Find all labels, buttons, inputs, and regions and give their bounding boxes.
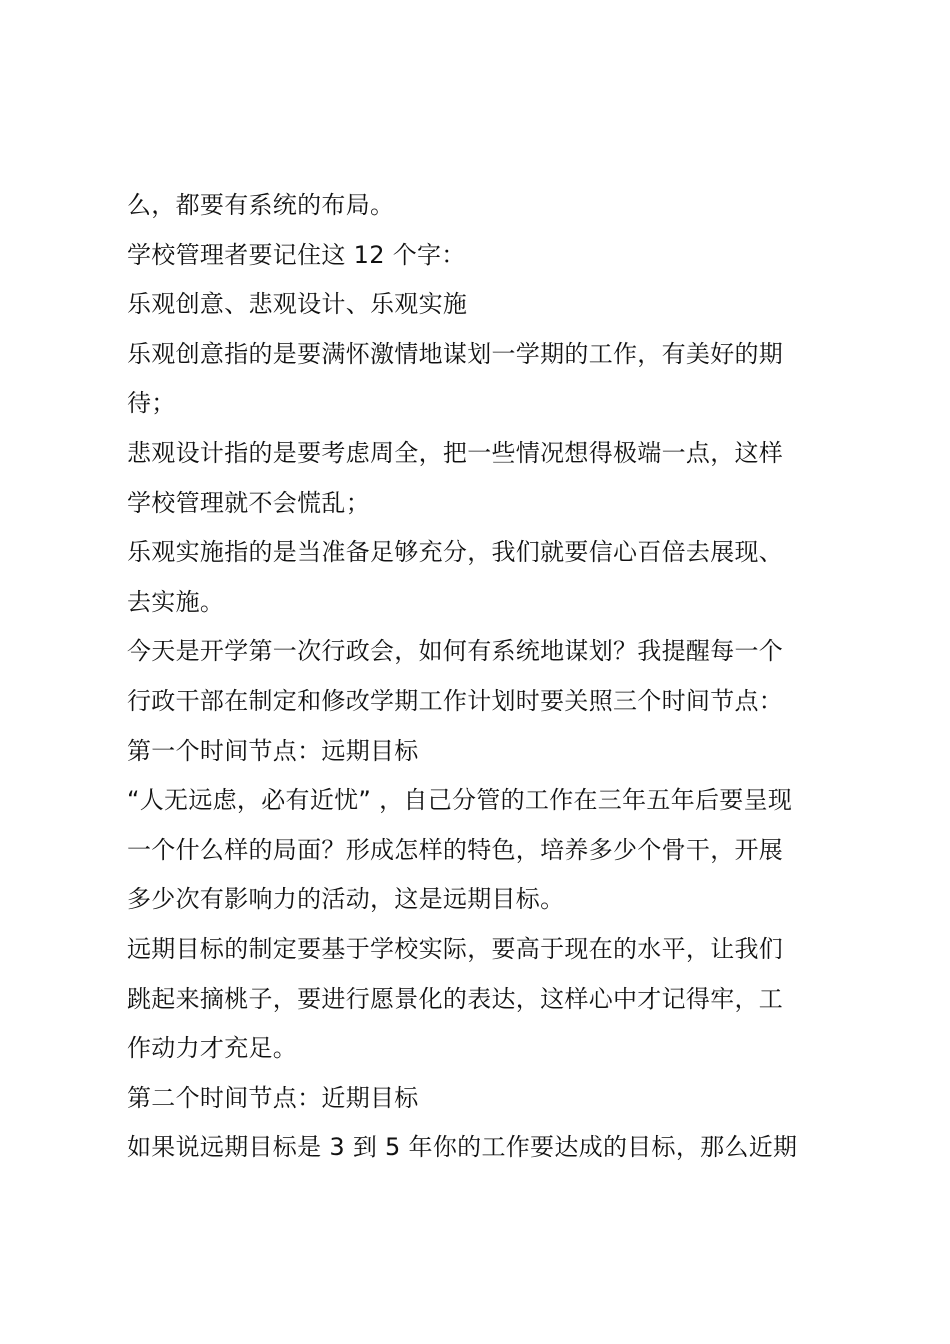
text-line: 乐观创意指的是要满怀激情地谋划一学期的工作，有美好的期 [127, 339, 784, 368]
text-line: 今天是开学第一次行政会，如何有系统地谋划？我提醒每一个 [127, 637, 784, 666]
text-line: “人无远虑，必有近忧” ，自己分管的工作在三年五年后要呈现 [127, 786, 793, 815]
text-line: 乐观实施指的是当准备足够充分，我们就要信心百倍去展现、 [127, 538, 784, 567]
section-heading: 第二个时间节点：近期目标 [127, 1083, 419, 1112]
text-line: 学校管理者要记住这 12 个字： [127, 240, 466, 269]
text-line: 乐观创意、悲观设计、乐观实施 [127, 290, 468, 319]
text-line: 悲观设计指的是要考虑周全，把一些情况想得极端一点，这样 [127, 438, 784, 467]
text-line: 多少次有影响力的活动，这是远期目标。 [127, 885, 565, 914]
section-heading: 第一个时间节点：远期目标 [127, 736, 419, 765]
text-line: 么，都要有系统的布局。 [127, 191, 395, 219]
text-line: 跳起来摘桃子，要进行愿景化的表达，这样心中才记得牢，工 [127, 984, 784, 1013]
text-line: 远期目标的制定要基于学校实际，要高于现在的水平，让我们 [127, 934, 784, 963]
text-line: 待； [127, 389, 176, 418]
text-line: 行政干部在制定和修改学期工作计划时要关照三个时间节点： [127, 686, 784, 715]
text-line: 去实施。 [127, 587, 225, 616]
text-line: 学校管理就不会慌乱； [127, 488, 370, 517]
document-body [127, 181, 835, 1173]
text-line: 一个什么样的局面？形成怎样的特色，培养多少个骨干，开展 [127, 835, 784, 864]
text-line: 作动力才充足。 [127, 1034, 298, 1063]
text-line: 如果说远期目标是 3 到 5 年你的工作要达成的目标，那么近期 [127, 1133, 798, 1162]
